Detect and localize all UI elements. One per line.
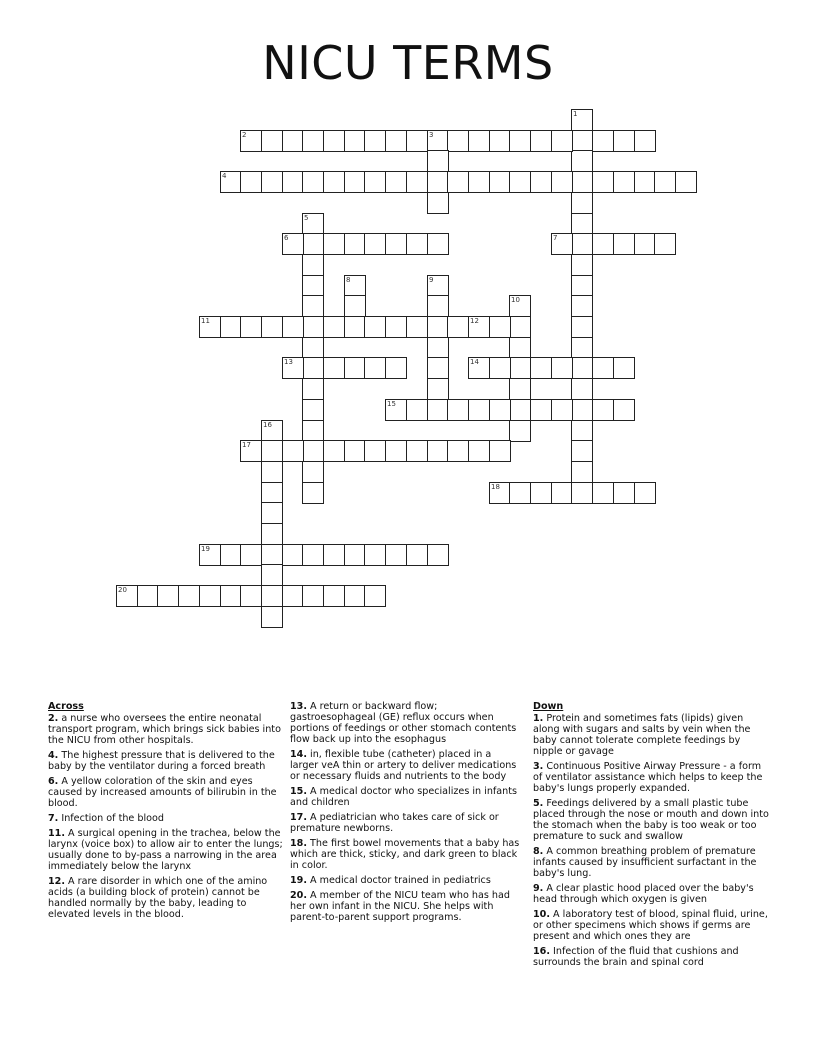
grid-cell[interactable] <box>261 440 283 462</box>
grid-cell[interactable] <box>427 150 449 172</box>
grid-cell[interactable] <box>551 130 573 152</box>
grid-cell[interactable] <box>571 233 593 255</box>
clue-number-label: 10. <box>533 909 550 920</box>
grid-cell[interactable] <box>613 171 635 193</box>
clue-number-label: 1. <box>533 713 544 724</box>
grid-cell[interactable] <box>261 585 283 607</box>
down-clues-column <box>533 701 769 972</box>
down-heading: Down <box>533 701 564 712</box>
grid-cell[interactable] <box>261 316 283 338</box>
grid-cell[interactable] <box>323 130 345 152</box>
grid-cell[interactable] <box>613 357 635 379</box>
grid-cell[interactable] <box>551 171 573 193</box>
clue-number: 19 <box>201 545 210 553</box>
clue-text: A member of the NICU team who has had her own infant in the NICU. She helps with parent-to-parent support programs. <box>290 890 510 923</box>
across-clue <box>290 786 522 808</box>
grid-cell[interactable] <box>571 420 593 442</box>
grid-cell[interactable] <box>261 564 283 586</box>
clue-number-label: 16. <box>533 946 550 957</box>
grid-cell[interactable] <box>592 130 614 152</box>
clue-text: A medical doctor trained in pediatrics <box>307 875 491 886</box>
grid-cell[interactable] <box>302 275 324 297</box>
grid-cell[interactable] <box>427 357 449 379</box>
clue-text: A common breathing problem of premature infants caused by insufficient surfactant in the baby's lung. <box>533 846 757 879</box>
puzzle-title: NICU TERMS <box>262 36 554 90</box>
grid-cell[interactable] <box>571 357 593 379</box>
clue-number-label: 18. <box>290 838 307 849</box>
clue-text: A surgical opening in the trachea, below the larynx (voice box) to allow air to enter the lungs; usually done to by-pass a narrowing in the area immediately below the larynx <box>48 828 283 872</box>
grid-cell[interactable] <box>571 295 593 317</box>
clue-number-label: 3. <box>533 761 544 772</box>
grid-cell[interactable] <box>364 585 386 607</box>
grid-cell[interactable] <box>468 399 490 421</box>
across-clues-column-2 <box>290 701 522 927</box>
clue-number: 10 <box>511 296 520 304</box>
grid-cell[interactable] <box>634 130 656 152</box>
clue-number: 9 <box>429 276 434 284</box>
grid-cell[interactable] <box>220 585 242 607</box>
clue-text: A laboratory test of blood, spinal fluid, urine, or other specimens which shows if germs are present and which ones they are <box>533 909 768 942</box>
grid-cell[interactable] <box>323 171 345 193</box>
grid-cell[interactable] <box>468 130 490 152</box>
grid-cell[interactable] <box>178 585 200 607</box>
grid-cell[interactable] <box>654 233 676 255</box>
grid-cell[interactable] <box>551 357 573 379</box>
across-clue <box>290 812 522 834</box>
across-clue <box>48 776 284 809</box>
down-clue <box>533 946 769 968</box>
clue-number-label: 2. <box>48 713 59 724</box>
grid-cell[interactable] <box>344 585 366 607</box>
clue-number-label: 7. <box>48 813 59 824</box>
clue-text: A pediatrician who takes care of sick or premature newborns. <box>290 812 499 834</box>
clue-text: Infection of the blood <box>58 813 164 824</box>
grid-cell[interactable] <box>364 357 386 379</box>
grid-cell[interactable] <box>302 440 324 462</box>
grid-cell[interactable] <box>571 316 593 338</box>
grid-cell[interactable] <box>571 440 593 462</box>
grid-cell[interactable] <box>447 399 469 421</box>
grid-cell[interactable] <box>406 130 428 152</box>
grid-cell[interactable] <box>447 440 469 462</box>
grid-cell[interactable] <box>592 482 614 504</box>
grid-cell[interactable] <box>406 233 428 255</box>
grid-cell[interactable] <box>344 130 366 152</box>
grid-cell[interactable] <box>282 130 304 152</box>
grid-cell[interactable] <box>571 192 593 214</box>
grid-cell[interactable] <box>592 171 614 193</box>
grid-cell[interactable] <box>509 482 531 504</box>
clue-text: a nurse who oversees the entire neonatal transport program, which brings sick babies into the NICU from other hospitals. <box>48 713 281 746</box>
grid-cell[interactable] <box>427 295 449 317</box>
clue-number: 6 <box>284 234 289 242</box>
grid-cell[interactable] <box>323 357 345 379</box>
grid-cell[interactable] <box>137 585 159 607</box>
grid-cell[interactable] <box>634 233 656 255</box>
clue-number: 13 <box>284 358 293 366</box>
grid-cell[interactable] <box>302 171 324 193</box>
clue-number: 11 <box>201 317 210 325</box>
grid-cell[interactable] <box>385 544 407 566</box>
grid-cell[interactable] <box>509 420 531 442</box>
grid-cell[interactable] <box>323 544 345 566</box>
clue-number-label: 20. <box>290 890 307 901</box>
clue-text: Feedings delivered by a small plastic tube placed through the nose or mouth and down into the stomach when the baby is too weak or too premature to suck and swallow <box>533 798 769 842</box>
grid-cell[interactable] <box>447 130 469 152</box>
clue-number-label: 13. <box>290 701 307 712</box>
grid-cell[interactable] <box>530 130 552 152</box>
grid-cell[interactable] <box>323 233 345 255</box>
grid-cell[interactable] <box>509 378 531 400</box>
grid-cell[interactable] <box>261 171 283 193</box>
grid-cell[interactable] <box>509 171 531 193</box>
grid-cell[interactable] <box>571 171 593 193</box>
grid-cell[interactable] <box>468 171 490 193</box>
grid-cell[interactable] <box>240 316 262 338</box>
grid-cell[interactable] <box>489 316 511 338</box>
down-clue <box>533 761 769 794</box>
clue-text: The first bowel movements that a baby has which are thick, sticky, and dark green to black in color. <box>290 838 520 871</box>
grid-cell[interactable] <box>447 316 469 338</box>
grid-cell[interactable] <box>489 130 511 152</box>
clue-number-label: 5. <box>533 798 544 809</box>
grid-cell[interactable] <box>385 357 407 379</box>
grid-cell[interactable] <box>323 440 345 462</box>
grid-cell[interactable] <box>571 378 593 400</box>
grid-cell[interactable] <box>571 275 593 297</box>
clue-number-label: 4. <box>48 750 59 761</box>
grid-cell[interactable] <box>530 171 552 193</box>
grid-cell[interactable] <box>427 544 449 566</box>
grid-cell[interactable] <box>592 233 614 255</box>
clue-text: in, flexible tube (catheter) placed in a larger veA thin or artery to deliver medications or necessary fluids and nutrients to the body <box>290 749 517 782</box>
grid-cell[interactable] <box>489 399 511 421</box>
grid-cell[interactable] <box>364 544 386 566</box>
across-clue <box>48 813 284 824</box>
grid-cell[interactable] <box>344 316 366 338</box>
grid-cell[interactable] <box>530 399 552 421</box>
clue-number-label: 15. <box>290 786 307 797</box>
grid-cell[interactable] <box>571 254 593 276</box>
grid-cell[interactable] <box>613 482 635 504</box>
grid-cell[interactable] <box>302 295 324 317</box>
grid-cell[interactable] <box>592 399 614 421</box>
grid-cell[interactable] <box>323 585 345 607</box>
across-clue <box>48 713 284 746</box>
grid-cell[interactable] <box>427 378 449 400</box>
clue-number: 5 <box>304 214 309 222</box>
grid-cell[interactable] <box>427 233 449 255</box>
grid-cell[interactable] <box>489 357 511 379</box>
grid-cell[interactable] <box>571 130 593 152</box>
grid-cell[interactable] <box>571 337 593 359</box>
grid-cell[interactable] <box>282 585 304 607</box>
grid-cell[interactable] <box>509 130 531 152</box>
grid-cell[interactable] <box>344 295 366 317</box>
grid-cell[interactable] <box>385 130 407 152</box>
clue-number-label: 9. <box>533 883 544 894</box>
grid-cell[interactable] <box>344 440 366 462</box>
grid-cell[interactable] <box>302 544 324 566</box>
grid-cell[interactable] <box>282 171 304 193</box>
grid-cell[interactable] <box>385 171 407 193</box>
clue-text: A return or backward flow; gastroesophageal (GE) reflux occurs when portions of feedings or other stomach contents flow back up into the esophagus <box>290 701 517 745</box>
grid-cell[interactable] <box>302 461 324 483</box>
grid-cell[interactable] <box>364 233 386 255</box>
grid-cell[interactable] <box>302 357 324 379</box>
grid-cell[interactable] <box>406 440 428 462</box>
grid-cell[interactable] <box>323 316 345 338</box>
grid-cell[interactable] <box>282 440 304 462</box>
grid-cell[interactable] <box>654 171 676 193</box>
clue-text: A rare disorder in which one of the amino acids (a building block of protein) cannot be handled normally by the baby, leading to elevated levels in the blood. <box>48 876 268 920</box>
clue-number: 12 <box>470 317 479 325</box>
grid-cell[interactable] <box>675 171 697 193</box>
clue-text: A medical doctor who specializes in infants and children <box>290 786 518 808</box>
grid-cell[interactable] <box>427 316 449 338</box>
grid-cell[interactable] <box>302 399 324 421</box>
grid-cell[interactable] <box>406 171 428 193</box>
grid-cell[interactable] <box>427 440 449 462</box>
grid-cell[interactable] <box>302 337 324 359</box>
grid-cell[interactable] <box>571 399 593 421</box>
grid-cell[interactable] <box>364 316 386 338</box>
grid-cell[interactable] <box>364 171 386 193</box>
clue-number: 20 <box>118 586 127 594</box>
clue-number: 15 <box>387 400 396 408</box>
clue-text: A yellow coloration of the skin and eyes caused by increased amounts of bilirubin in the blood. <box>48 776 277 809</box>
grid-cell[interactable] <box>199 585 221 607</box>
grid-cell[interactable] <box>530 357 552 379</box>
clue-number: 1 <box>573 110 578 118</box>
clue-number: 16 <box>263 421 272 429</box>
clue-number: 4 <box>222 172 227 180</box>
grid-cell[interactable] <box>261 523 283 545</box>
clue-number-label: 12. <box>48 876 65 887</box>
grid-cell[interactable] <box>551 399 573 421</box>
grid-cell[interactable] <box>344 171 366 193</box>
grid-cell[interactable] <box>261 461 283 483</box>
grid-cell[interactable] <box>364 130 386 152</box>
grid-cell[interactable] <box>220 544 242 566</box>
grid-cell[interactable] <box>261 544 283 566</box>
grid-cell[interactable] <box>427 192 449 214</box>
grid-cell[interactable] <box>240 544 262 566</box>
grid-cell[interactable] <box>489 171 511 193</box>
grid-cell[interactable] <box>406 316 428 338</box>
grid-cell[interactable] <box>302 316 324 338</box>
grid-cell[interactable] <box>551 482 573 504</box>
across-clues-column-1 <box>48 701 284 924</box>
grid-cell[interactable] <box>406 544 428 566</box>
clue-number-label: 17. <box>290 812 307 823</box>
grid-cell[interactable] <box>302 378 324 400</box>
grid-cell[interactable] <box>385 316 407 338</box>
grid-cell[interactable] <box>385 440 407 462</box>
grid-cell[interactable] <box>447 171 469 193</box>
grid-cell[interactable] <box>427 399 449 421</box>
grid-cell[interactable] <box>592 357 614 379</box>
across-clue <box>290 749 522 782</box>
grid-cell[interactable] <box>509 316 531 338</box>
across-clue <box>48 876 284 920</box>
grid-cell[interactable] <box>364 440 386 462</box>
clue-number-label: 11. <box>48 828 65 839</box>
clue-text: A clear plastic hood placed over the baby's head through which oxygen is given <box>533 883 754 905</box>
grid-cell[interactable] <box>261 482 283 504</box>
across-heading: Across <box>48 701 84 712</box>
grid-cell[interactable] <box>427 337 449 359</box>
grid-cell[interactable] <box>509 357 531 379</box>
grid-cell[interactable] <box>261 502 283 524</box>
grid-cell[interactable] <box>406 399 428 421</box>
down-clue <box>533 846 769 879</box>
grid-cell[interactable] <box>302 254 324 276</box>
grid-cell[interactable] <box>613 399 635 421</box>
clue-number: 3 <box>429 131 434 139</box>
grid-cell[interactable] <box>302 420 324 442</box>
across-clue <box>290 875 522 886</box>
clue-number: 17 <box>242 441 251 449</box>
clue-text: Continuous Positive Airway Pressure - a form of ventilator assistance which helps to keep the baby's lungs properly expanded. <box>533 761 763 794</box>
clue-number-label: 8. <box>533 846 544 857</box>
grid-cell[interactable] <box>634 171 656 193</box>
grid-cell[interactable] <box>240 585 262 607</box>
grid-cell[interactable] <box>302 233 324 255</box>
grid-cell[interactable] <box>240 171 262 193</box>
grid-cell[interactable] <box>571 150 593 172</box>
clue-text: The highest pressure that is delivered to the baby by the ventilator during a forced breath <box>48 750 275 772</box>
grid-cell[interactable] <box>282 316 304 338</box>
grid-cell[interactable] <box>468 440 490 462</box>
grid-cell[interactable] <box>344 233 366 255</box>
clue-number: 8 <box>346 276 351 284</box>
grid-cell[interactable] <box>261 130 283 152</box>
down-clue <box>533 883 769 905</box>
clue-number: 14 <box>470 358 479 366</box>
grid-cell[interactable] <box>302 482 324 504</box>
clue-text: Protein and sometimes fats (lipids) given along with sugars and salts by vein when the baby cannot tolerate complete feedings by nipple or gavage <box>533 713 751 757</box>
grid-cell[interactable] <box>282 544 304 566</box>
down-clue <box>533 909 769 942</box>
clue-number: 18 <box>491 483 500 491</box>
grid-cell[interactable] <box>157 585 179 607</box>
grid-cell[interactable] <box>571 213 593 235</box>
grid-cell[interactable] <box>613 233 635 255</box>
across-clue <box>290 701 522 745</box>
grid-cell[interactable] <box>509 399 531 421</box>
grid-cell[interactable] <box>427 171 449 193</box>
grid-cell[interactable] <box>302 585 324 607</box>
grid-cell[interactable] <box>530 482 552 504</box>
clue-number-label: 14. <box>290 749 307 760</box>
grid-cell[interactable] <box>571 461 593 483</box>
grid-cell[interactable] <box>509 337 531 359</box>
grid-cell[interactable] <box>344 544 366 566</box>
across-clue <box>48 828 284 872</box>
across-clue <box>48 750 284 772</box>
clue-text: Infection of the fluid that cushions and surrounds the brain and spinal cord <box>533 946 739 968</box>
down-clue <box>533 798 769 842</box>
grid-cell[interactable] <box>634 482 656 504</box>
grid-cell[interactable] <box>571 482 593 504</box>
grid-cell[interactable] <box>613 130 635 152</box>
clue-number-label: 6. <box>48 776 59 787</box>
down-clue <box>533 713 769 757</box>
grid-cell[interactable] <box>385 233 407 255</box>
grid-cell[interactable] <box>302 130 324 152</box>
grid-cell[interactable] <box>220 316 242 338</box>
clue-number-label: 19. <box>290 875 307 886</box>
grid-cell[interactable] <box>261 606 283 628</box>
across-clue <box>290 890 522 923</box>
clue-number: 2 <box>242 131 247 139</box>
clue-number: 7 <box>553 234 558 242</box>
grid-cell[interactable] <box>344 357 366 379</box>
grid-cell[interactable] <box>489 440 511 462</box>
across-clue <box>290 838 522 871</box>
